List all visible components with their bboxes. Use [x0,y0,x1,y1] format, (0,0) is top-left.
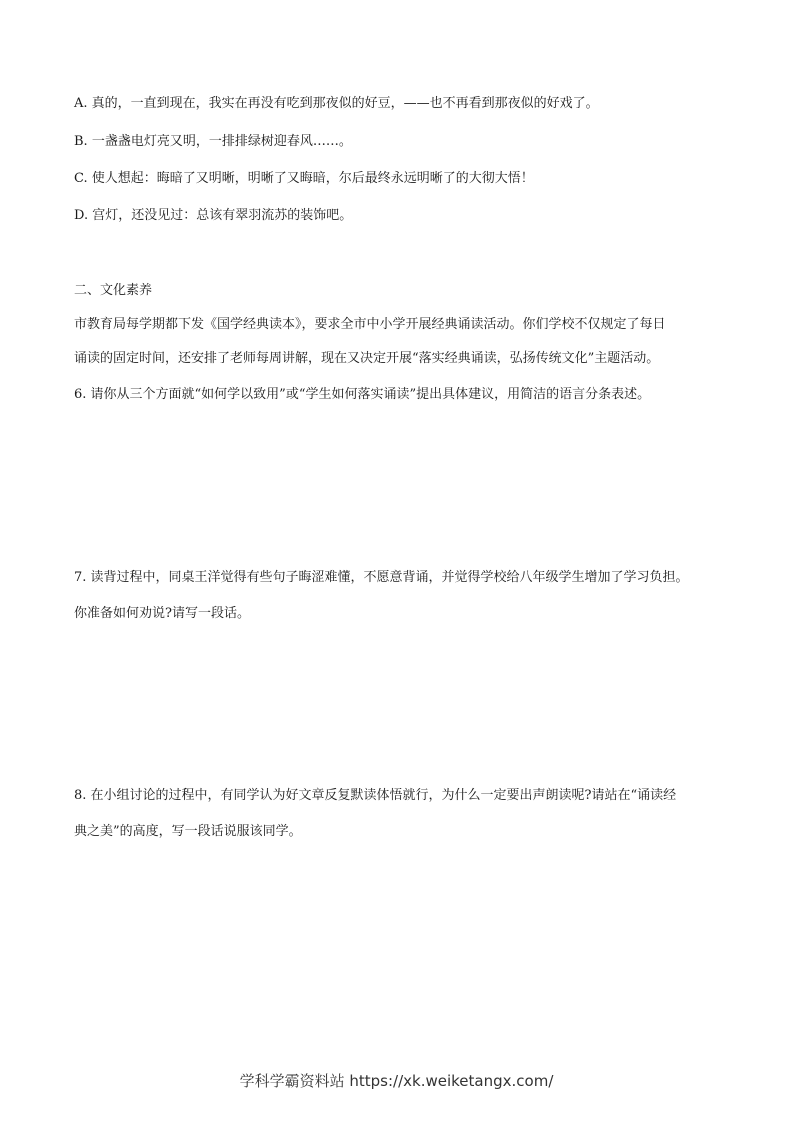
option-c: C. 使人想起：晦暗了又明晰，明晰了又晦暗，尔后最终永远明晰了的大彻大悟！ [74,171,534,186]
section-heading: 二、文化素养 [74,283,153,298]
question-7-line-1: 7. 读背过程中，同桌王洋觉得有些句子晦涩难懂，不愿意背诵，并觉得学校给八年级学生增加了学习负担。 [74,570,689,585]
option-d: D. 宫灯，还没见过：总该有翠羽流苏的装饰吧。 [74,208,353,223]
question-8-line-1: 8. 在小组讨论的过程中，有同学认为好文章反复默读体悟就行，为什么一定要出声朗读呢?请站在“诵读经 [74,788,677,803]
question-7-line-2: 你准备如何劝说?请写一段话。 [74,606,250,621]
option-b: B. 一盏盏电灯亮又明，一排排绿树迎春风……。 [74,134,352,149]
footer-watermark: 学科学霸资料站 https://xk.weiketangx.com/ [239,1072,554,1090]
question-6: 6. 请你从三个方面就“如何学以致用”或“学生如何落实诵读”提出具体建议，用简洁的语言分条表述。 [74,387,651,402]
intro-line-2: 诵读的固定时间，还安排了老师每周讲解，现在又决定开展“落实经典诵读，弘扬传统文化”主题活动。 [74,351,660,366]
question-8-line-2: 典之美”的高度，写一段话说服该同学。 [74,824,302,839]
intro-line-1: 市教育局每学期都下发《国学经典读本》，要求全市中小学开展经典诵读活动。你们学校不仅规定了每日 [74,317,666,332]
option-a: A. 真的，一直到现在，我实在再没有吃到那夜似的好豆，——也不再看到那夜似的好戏了。 [74,96,599,111]
